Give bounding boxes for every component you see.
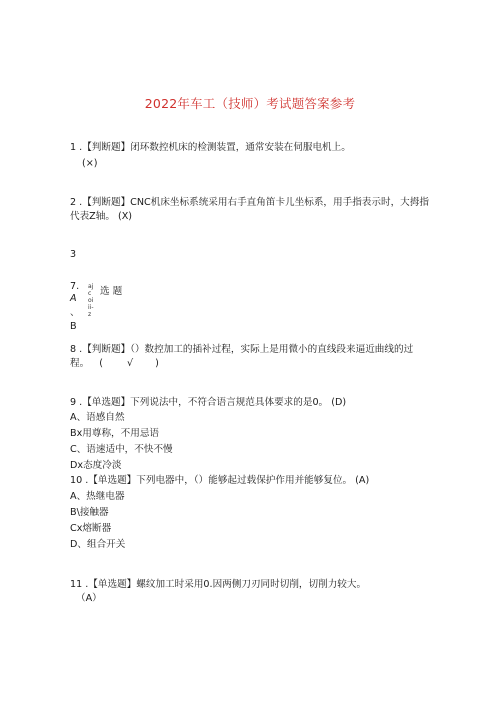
document-title: 2022年车工（技师）考试题答案参考: [144, 96, 356, 111]
question-10-option-a: A、热继电器: [70, 491, 125, 502]
question-8-check: √: [126, 358, 134, 369]
question-8-line-2: [70, 357, 159, 370]
question-8-close-paren: ): [155, 358, 159, 369]
question-9-option-c: C、语速适中，不快不慢: [70, 444, 173, 455]
question-2-line-1: 2 .【判断题】CNC机床坐标系统采用右手直角笛卡儿坐标系，用手指表示时，大拇指: [70, 197, 429, 208]
question-1-text: 1 .【判断题】闭环数控机床的检测装置，通常安装在伺服电机上。: [70, 142, 351, 153]
question-7-choice-a: A: [70, 293, 77, 304]
question-1-answer: (×): [82, 158, 98, 169]
question-10-option-d: D、组合开关: [70, 539, 126, 550]
question-7-separator: 、: [70, 307, 80, 318]
question-11-text: 11 .【单选题】螺纹加工时采用0.因两侧刀刃同时切削，切削力较大。: [70, 579, 367, 590]
question-7-vertical-text: ajcoiii-z: [88, 283, 94, 318]
question-9-option-d: Dx态度冷淡: [70, 460, 122, 471]
question-9-option-b: Bx用尊称，不用忌语: [70, 428, 160, 439]
question-7-label: 选 题: [100, 286, 123, 297]
question-8-prefix: 程。: [70, 358, 90, 369]
question-8-open-paren: (: [99, 358, 103, 369]
question-7-choice-b: B: [70, 321, 77, 332]
question-9-option-a: A、语感自然: [70, 412, 125, 423]
question-11-answer: （A）: [76, 593, 102, 604]
question-3-number: 3: [70, 249, 77, 260]
question-10-option-b: B\接触器: [70, 507, 109, 518]
question-10-text: 10 .【单选题】下列电器中，（）能够起过载保护作用并能够复位。 (A): [70, 475, 370, 486]
question-8-line-1: 8 .【判断题】（）数控加工的插补过程，实际上是用微小的直线段来逼近曲线的过: [70, 344, 414, 355]
question-7-number: 7.: [70, 281, 80, 292]
question-9-text: 9 .【单选题】下列说法中，不符合语言规范具体要求的是0。 (D): [70, 397, 347, 408]
question-10-option-c: Cx熔断器: [70, 523, 112, 534]
question-2-line-2: 代表Z轴。 (X): [70, 211, 133, 222]
